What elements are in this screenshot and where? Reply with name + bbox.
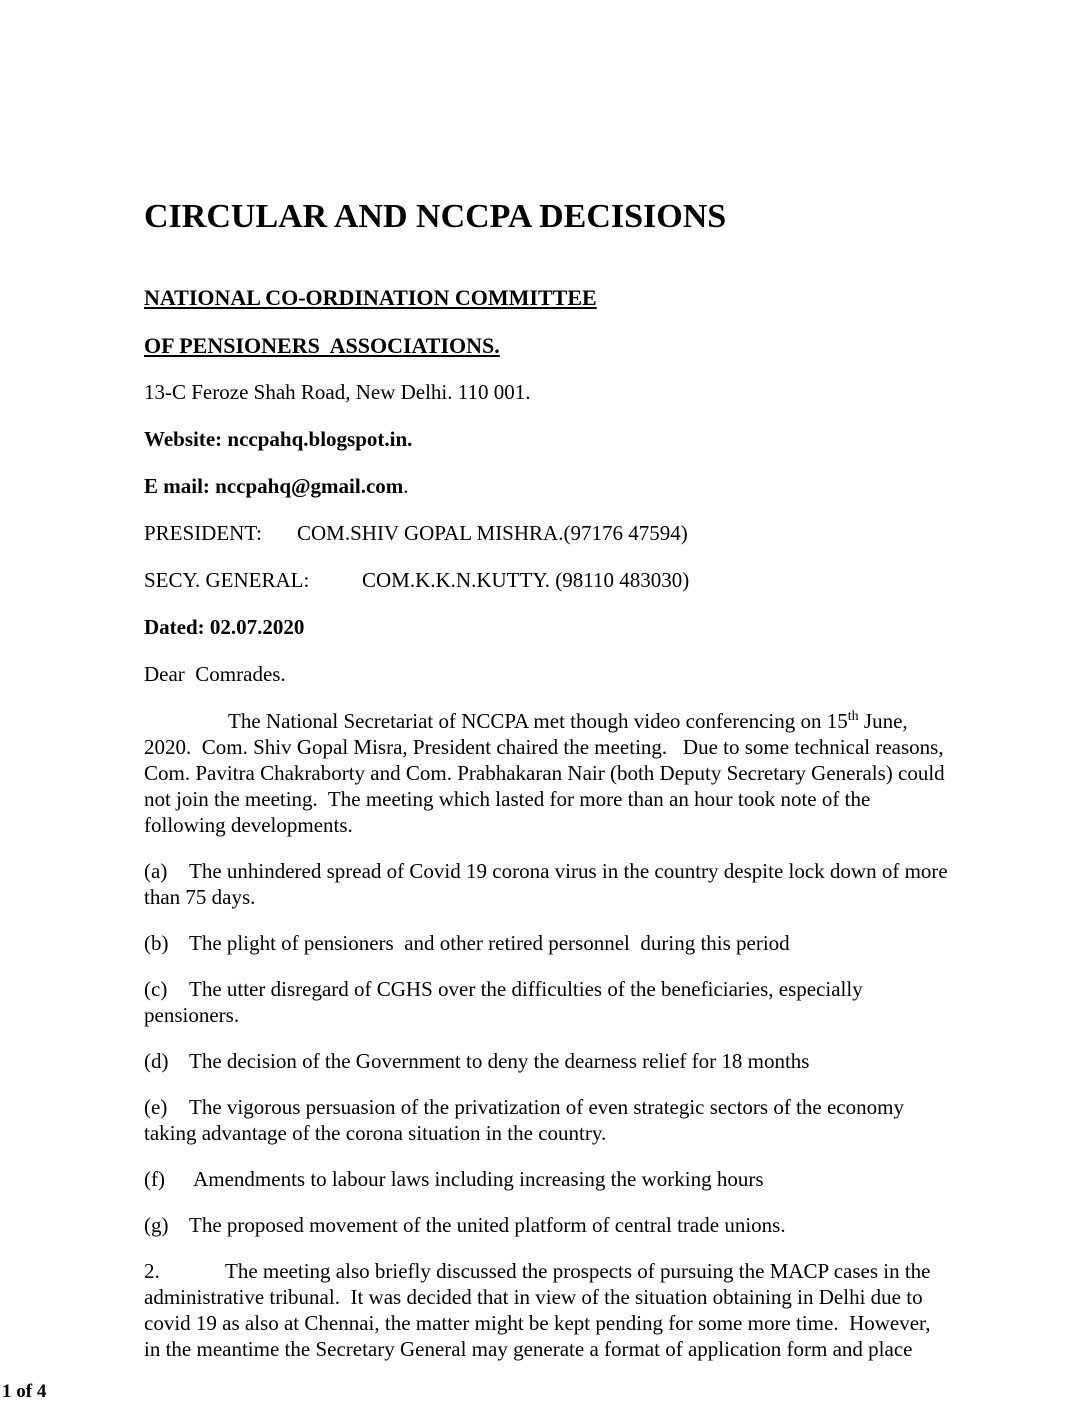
- website-line: Website: nccpahq.blogspot.in.: [144, 427, 413, 451]
- president-line: [144, 520, 950, 546]
- agenda-item-c-marker: (c): [144, 977, 168, 1001]
- president-label: PRESIDENT:: [144, 521, 262, 545]
- agenda-item-f-marker: (f): [144, 1167, 165, 1191]
- macp-paragraph-marker: 2.: [144, 1259, 160, 1283]
- agenda-item-a-marker: (a): [144, 859, 168, 883]
- agenda-item-e: [144, 1094, 950, 1146]
- agenda-item-c-text: The utter disregard of CGHS over the difficulties of the beneficiaries, especially pensioners.: [144, 977, 868, 1027]
- agenda-item-g-text: The proposed movement of the united platform of central trade unions.: [189, 1213, 786, 1237]
- agenda-item-f: [144, 1166, 950, 1192]
- secy-general-label: SECY. GENERAL:: [144, 568, 310, 592]
- macp-paragraph: [144, 1258, 950, 1362]
- org-name-line2: OF PENSIONERS ASSOCIATIONS.: [144, 333, 500, 358]
- macp-paragraph-text: The meeting also briefly discussed the prospects of pursuing the MACP cases in the administrative tribunal. It was decided that in view of the situation obtaining in Delhi due to covid 19 as also at Chennai, the matter might be kept pending for some more time. However, in the meantime the Secretary General may generate a format of application form and place: [144, 1259, 936, 1361]
- agenda-item-d: [144, 1048, 950, 1074]
- opening-paragraph-rest: June, 2020. Com. Shiv Gopal Misra, President chaired the meeting. Due to some technical reasons, Com. Pavitra Chakraborty and Com. Prabhakaran Nair (both Deputy Secretary Generals) could not join the meeting. The meeting which lasted for more than an hour took note of the following developments.: [144, 709, 950, 837]
- org-name-line1: NATIONAL CO-ORDINATION COMMITTEE: [144, 285, 597, 310]
- document-page: [144, 0, 953, 1362]
- agenda-item-g-marker: (g): [144, 1213, 169, 1237]
- agenda-item-b-marker: (b): [144, 931, 169, 955]
- email-address: E mail: nccpahq@gmail.com: [144, 474, 404, 498]
- agenda-item-a-text: The unhindered spread of Covid 19 corona virus in the country despite lock down of more than 75 days.: [144, 859, 953, 909]
- address-line: 13-C Feroze Shah Road, New Delhi. 110 001.: [144, 380, 531, 404]
- email-period: .: [403, 474, 409, 498]
- secy-general-line: [144, 567, 950, 593]
- email-line: [144, 473, 950, 499]
- ordinal-superscript: th: [847, 709, 859, 724]
- agenda-item-e-marker: (e): [144, 1095, 168, 1119]
- agenda-item-c: [144, 976, 950, 1028]
- secy-general-value: COM.K.K.N.KUTTY. (98110 483030): [362, 568, 690, 592]
- agenda-item-f-text: Amendments to labour laws including increasing the working hours: [189, 1167, 764, 1191]
- date-line: Dated: 02.07.2020: [144, 615, 305, 639]
- document-title: CIRCULAR AND NCCPA DECISIONS: [144, 198, 727, 235]
- president-value: COM.SHIV GOPAL MISHRA.(97176 47594): [297, 521, 688, 545]
- agenda-item-g: [144, 1212, 950, 1238]
- opening-paragraph-text: The National Secretariat of NCCPA met though video conferencing on 15: [228, 709, 848, 733]
- agenda-item-d-text: The decision of the Government to deny the dearness relief for 18 months: [189, 1049, 810, 1073]
- agenda-item-b-text: The plight of pensioners and other retired personnel during this period: [189, 931, 790, 955]
- agenda-item-b: [144, 930, 950, 956]
- salutation: Dear Comrades.: [144, 662, 286, 686]
- agenda-item-a: [144, 858, 953, 910]
- agenda-item-d-marker: (d): [144, 1049, 169, 1073]
- opening-paragraph: [144, 708, 950, 838]
- page-number: 1 of 4: [2, 1381, 47, 1402]
- agenda-item-e-text: The vigorous persuasion of the privatization of even strategic sectors of the economy taking advantage of the corona situation in the country.: [144, 1095, 910, 1145]
